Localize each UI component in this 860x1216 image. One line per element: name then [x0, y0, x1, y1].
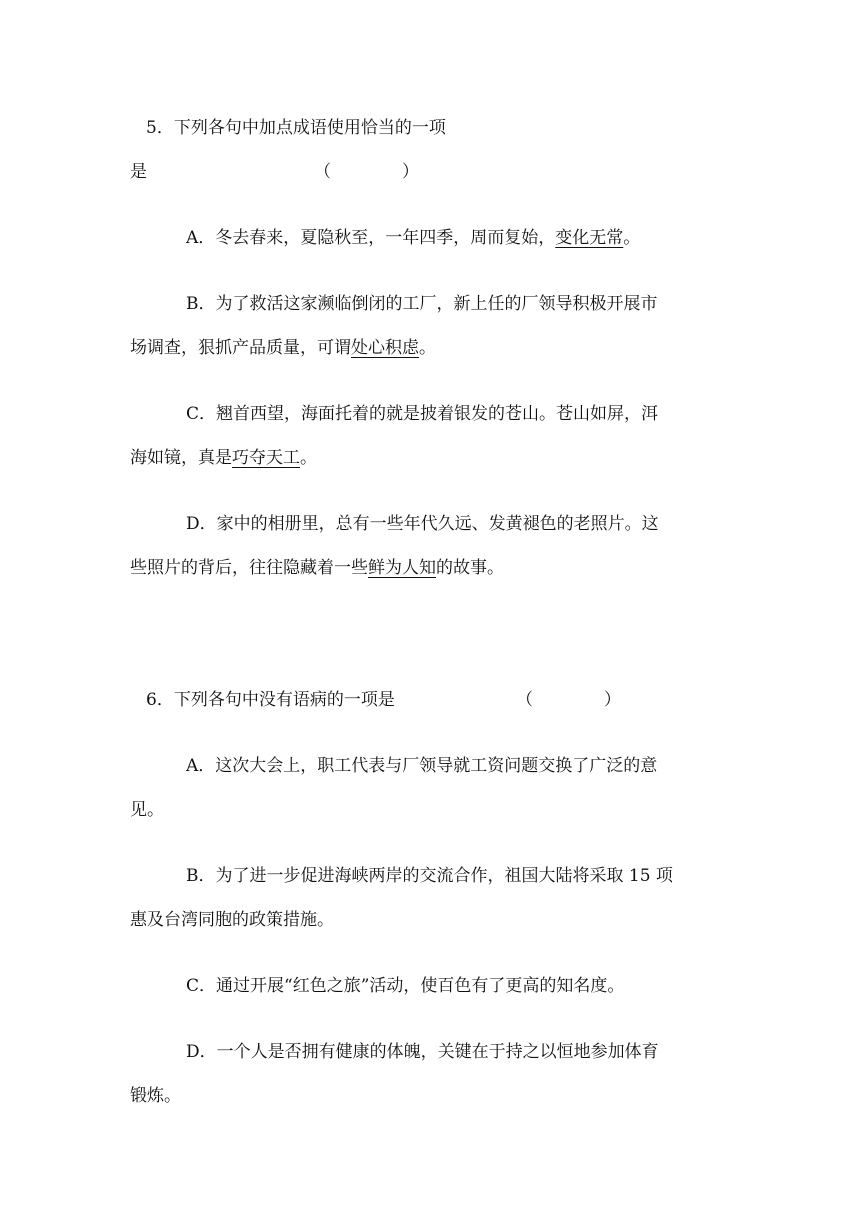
q6-option-d-line2: 锻炼。 [130, 1086, 181, 1106]
q6-option-c: C．通过开展“红色之旅”活动，使百色有了更高的知名度。 [186, 976, 625, 996]
q5-answer-paren-close: ） [402, 162, 419, 182]
q5-option-c-end: 。 [300, 448, 317, 468]
q5-option-d-end: 的故事。 [436, 558, 504, 578]
q5-option-a [186, 226, 640, 250]
q5-option-d-line1: D．家中的相册里，总有一些年代久远、发黄褪色的老照片。这 [186, 514, 659, 534]
q5-option-a-idiom: 变化无常 [555, 228, 624, 248]
q6-option-d-line1: D．一个人是否拥有健康的体魄，关键在于持之以恒地参加体育 [186, 1042, 659, 1062]
q6-answer-paren-open: （ [516, 690, 533, 710]
q6-option-b-line2: 惠及台湾同胞的政策措施。 [130, 910, 334, 930]
q5-option-c-idiom: 巧夺天工 [232, 448, 300, 468]
q5-stem-line2: 是 [130, 162, 147, 182]
q6-option-b-line1: B．为了进一步促进海峡两岸的交流合作，祖国大陆将采取 15 项 [186, 866, 673, 886]
q5-option-b-end: 。 [419, 338, 436, 358]
q5-option-b-text: 场调查，狠抓产品质量，可谓 [130, 338, 351, 358]
q5-option-d-idiom: 鲜为人知 [368, 558, 436, 578]
q5-option-c-line1: C．翘首西望，海面托着的就是披着银发的苍山。苍山如屏，洱 [186, 404, 659, 424]
q5-option-c-text: 海如镜，真是 [130, 448, 232, 468]
q6-stem: 6．下列各句中没有语病的一项是 [146, 690, 395, 710]
q5-option-b-idiom: 处心积虑 [351, 338, 419, 358]
q5-answer-paren-open: （ [314, 162, 331, 182]
q5-option-a-text: A．冬去春来，夏隐秋至，一年四季，周而复始， [186, 228, 556, 248]
q5-option-c-line2 [130, 446, 317, 470]
q5-option-d-text: 些照片的背后，往往隐藏着一些 [130, 558, 368, 578]
q5-option-b-line2 [130, 336, 436, 360]
q5-option-b-line1: B．为了救活这家濒临倒闭的工厂，新上任的厂领导积极开展市 [186, 294, 658, 314]
q5-option-d-line2 [130, 556, 504, 580]
q6-answer-paren-close: ） [604, 690, 621, 710]
q5-option-a-end: 。 [623, 228, 641, 248]
q5-stem-line1: 5．下列各句中加点成语使用恰当的一项 [146, 118, 446, 138]
q6-option-a-line1: A．这次大会上，职工代表与厂领导就工资问题交换了广泛的意 [186, 756, 658, 776]
q6-option-a-line2: 见。 [130, 800, 164, 820]
